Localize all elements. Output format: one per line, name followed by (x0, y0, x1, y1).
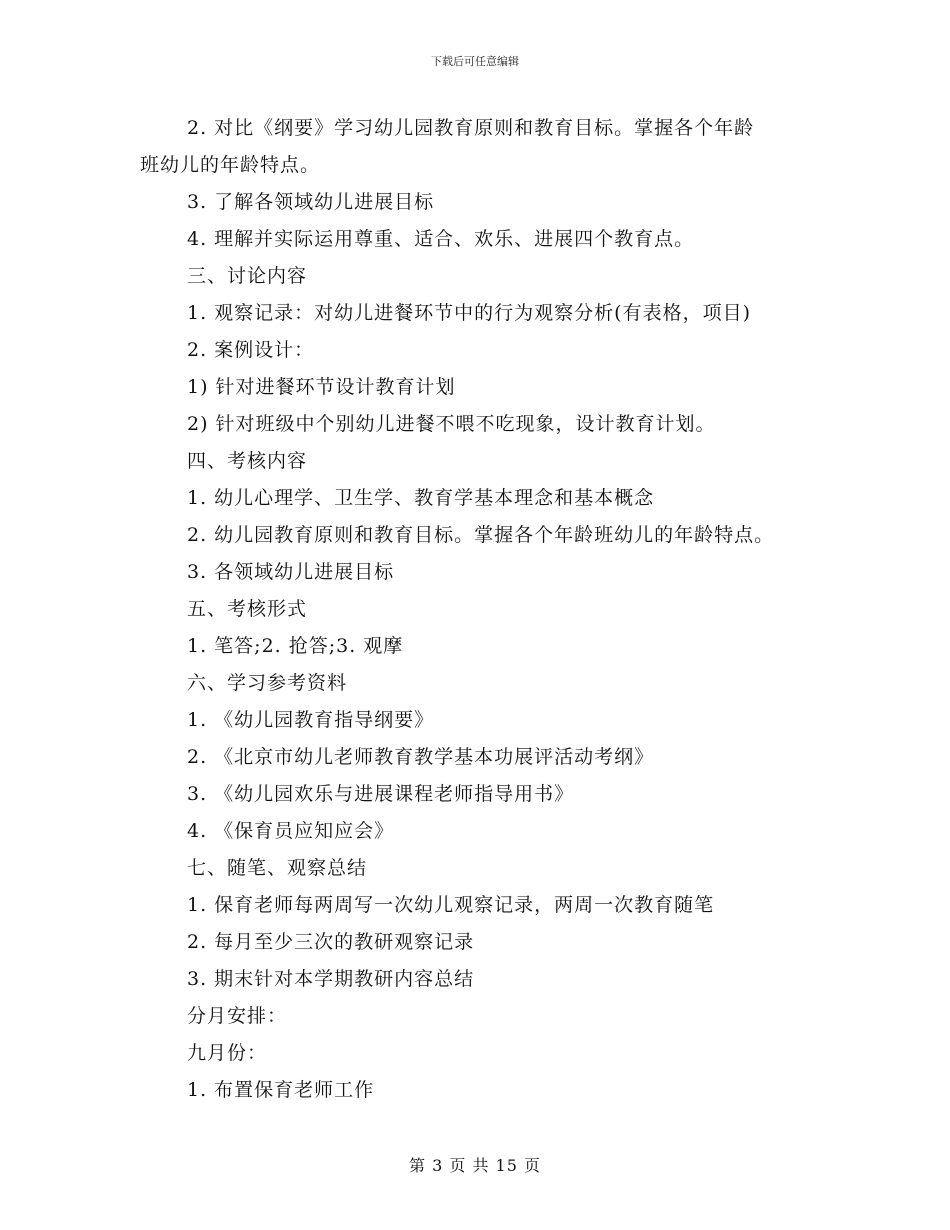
text-line: 2. 每月至少三次的教研观察记录 (187, 931, 475, 953)
text-line: 2. 幼儿园教育原则和教育目标。掌握各个年龄班幼儿的年龄特点。 (187, 524, 775, 546)
text-line: 2. 对比《纲要》学习幼儿园教育原则和教育目标。掌握各个年龄 (187, 117, 755, 139)
text-line: 1. 观察记录：对幼儿进餐环节中的行为观察分析(有表格，项目) (187, 302, 751, 324)
page-header: 下载后可任意编辑 (431, 55, 519, 68)
text-line: 1. 笔答;2. 抢答;3. 观摩 (187, 635, 404, 657)
section-heading: 四、考核内容 (187, 450, 308, 472)
text-line: 3. 各领域幼儿进展目标 (187, 561, 395, 583)
section-heading: 五、考核形式 (187, 598, 308, 620)
text-line: 班幼儿的年龄特点。 (140, 154, 321, 176)
text-line: 2. 案例设计： (187, 339, 315, 361)
text-line: 1) 针对进餐环节设计教育计划 (187, 376, 456, 398)
text-line: 1. 布置保育老师工作 (187, 1079, 375, 1101)
text-line: 1. 保育老师每两周写一次幼儿观察记录，两周一次教育随笔 (187, 894, 715, 916)
text-line: 1. 《幼儿园教育指导纲要》 (187, 709, 435, 731)
text-line: 4. 《保育员应知应会》 (187, 820, 395, 842)
text-line: 九月份： (187, 1042, 268, 1064)
text-line: 3. 期末针对本学期教研内容总结 (187, 968, 475, 990)
text-line: 3. 《幼儿园欢乐与进展课程老师指导用书》 (187, 783, 575, 805)
text-line: 4. 理解并实际运用尊重、适合、欢乐、进展四个教育点。 (187, 228, 695, 250)
text-line: 2) 针对班级中个别幼儿进餐不喂不吃现象，设计教育计划。 (187, 413, 716, 435)
text-line: 3. 了解各领域幼儿进展目标 (187, 191, 435, 213)
text-line: 2. 《北京市幼儿老师教育教学基本功展评活动考纲》 (187, 746, 655, 768)
section-heading: 七、随笔、观察总结 (187, 857, 368, 879)
section-heading: 三、讨论内容 (187, 265, 308, 287)
section-heading: 六、学习参考资料 (187, 672, 348, 694)
text-line: 分月安排： (187, 1005, 288, 1027)
page-number-footer: 第 3 页 共 15 页 (409, 1156, 541, 1175)
text-line: 1. 幼儿心理学、卫生学、教育学基本理念和基本概念 (187, 487, 655, 509)
